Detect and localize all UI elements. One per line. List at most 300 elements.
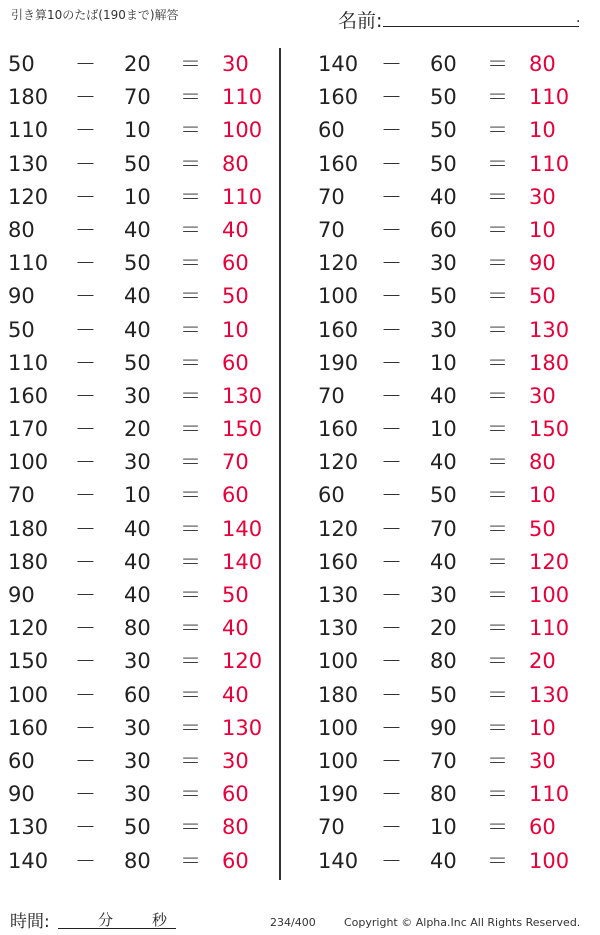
subtrahend: 60 xyxy=(124,682,151,707)
answer: 120 xyxy=(529,549,570,574)
minuend: 90 xyxy=(8,782,35,807)
copyright-text: Copyright © Alpha.Inc All Rights Reserved. xyxy=(344,916,581,929)
equals-sign: ＝ xyxy=(180,682,201,707)
subtrahend: 80 xyxy=(124,848,151,873)
subtrahend: 50 xyxy=(430,483,457,508)
equals-sign: ＝ xyxy=(180,748,201,773)
answer: 60 xyxy=(529,815,556,840)
subtrahend: 70 xyxy=(430,516,457,541)
minuend: 70 xyxy=(318,184,345,209)
minuend: 140 xyxy=(318,848,359,873)
problem-row xyxy=(281,845,600,878)
answer: 30 xyxy=(529,184,556,209)
seconds-label: 秒 xyxy=(152,911,168,929)
name-field-line[interactable] xyxy=(383,26,579,27)
answer: 60 xyxy=(222,350,249,375)
problem-row xyxy=(0,48,279,81)
problem-row xyxy=(281,280,600,313)
minus-sign: － xyxy=(75,383,96,408)
subtrahend: 50 xyxy=(430,118,457,143)
minuend: 180 xyxy=(318,682,359,707)
answer: 60 xyxy=(222,251,249,276)
problem-row xyxy=(0,546,279,579)
answer: 70 xyxy=(222,450,249,475)
name-label: 名前: xyxy=(338,10,383,32)
minuend: 140 xyxy=(318,52,359,76)
subtrahend: 40 xyxy=(430,450,457,475)
answer: 150 xyxy=(222,417,263,442)
minuend: 100 xyxy=(8,682,49,707)
minuend: 120 xyxy=(318,516,359,541)
minus-sign: － xyxy=(75,151,96,176)
minuend: 60 xyxy=(318,483,345,508)
equals-sign: ＝ xyxy=(487,217,508,242)
minus-sign: － xyxy=(75,284,96,309)
problem-row xyxy=(0,579,279,612)
subtrahend: 30 xyxy=(124,782,151,807)
answer: 140 xyxy=(222,516,263,541)
problem-row xyxy=(0,380,279,413)
subtrahend: 50 xyxy=(124,151,151,176)
subtrahend: 50 xyxy=(430,284,457,309)
minuend: 130 xyxy=(8,151,49,176)
minus-sign: － xyxy=(75,715,96,740)
answer: 130 xyxy=(222,383,263,408)
minuend: 110 xyxy=(8,118,49,143)
answer: 80 xyxy=(529,52,556,76)
problem-row xyxy=(281,778,600,811)
minuend: 160 xyxy=(318,417,359,442)
problems-right-column xyxy=(281,48,600,878)
answer: 110 xyxy=(529,151,570,176)
subtrahend: 30 xyxy=(430,583,457,607)
answer: 120 xyxy=(222,649,263,674)
problem-row xyxy=(281,114,600,147)
equals-sign: ＝ xyxy=(487,549,508,574)
problem-row xyxy=(0,214,279,247)
problem-row xyxy=(0,845,279,878)
equals-sign: ＝ xyxy=(487,383,508,408)
minus-sign: － xyxy=(381,52,402,76)
problem-row xyxy=(281,247,600,280)
minus-sign: － xyxy=(381,184,402,209)
equals-sign: ＝ xyxy=(487,483,508,508)
minuend: 50 xyxy=(8,317,35,342)
minus-sign: － xyxy=(75,417,96,442)
worksheet-title: 引き算10のたば(190まで)解答 xyxy=(11,8,179,22)
problem-row xyxy=(0,247,279,280)
equals-sign: ＝ xyxy=(180,118,201,143)
equals-sign: ＝ xyxy=(180,583,201,607)
equals-sign: ＝ xyxy=(180,383,201,408)
answer: 80 xyxy=(222,815,249,840)
minus-sign: － xyxy=(75,350,96,375)
problem-row xyxy=(281,446,600,479)
minuend: 160 xyxy=(318,549,359,574)
problem-row xyxy=(281,413,600,446)
minus-sign: － xyxy=(381,748,402,773)
equals-sign: ＝ xyxy=(487,118,508,143)
minuend: 70 xyxy=(8,483,35,508)
equals-sign: ＝ xyxy=(487,450,508,475)
minus-sign: － xyxy=(75,118,96,143)
answer: 130 xyxy=(222,715,263,740)
minus-sign: － xyxy=(381,516,402,541)
problem-row xyxy=(0,645,279,678)
subtrahend: 80 xyxy=(430,649,457,674)
problems-left-column xyxy=(0,48,279,878)
answer: 110 xyxy=(222,184,263,209)
minus-sign: － xyxy=(75,616,96,641)
subtrahend: 10 xyxy=(124,483,151,508)
minus-sign: － xyxy=(75,649,96,674)
equals-sign: ＝ xyxy=(180,516,201,541)
subtrahend: 20 xyxy=(124,52,151,76)
minus-sign: － xyxy=(381,549,402,574)
equals-sign: ＝ xyxy=(487,616,508,641)
minuend: 140 xyxy=(8,848,49,873)
equals-sign: ＝ xyxy=(487,748,508,773)
problem-row xyxy=(281,214,600,247)
problem-row xyxy=(281,612,600,645)
answer: 130 xyxy=(529,682,570,707)
problem-row xyxy=(281,48,600,81)
minuend: 50 xyxy=(8,52,35,76)
minuend: 160 xyxy=(8,715,49,740)
problem-row xyxy=(281,645,600,678)
problem-row xyxy=(281,479,600,512)
minuend: 160 xyxy=(318,317,359,342)
minuend: 90 xyxy=(8,583,35,607)
minus-sign: － xyxy=(75,782,96,807)
problem-row xyxy=(281,314,600,347)
answer: 110 xyxy=(529,616,570,641)
problem-row xyxy=(281,347,600,380)
minus-sign: － xyxy=(381,417,402,442)
answer: 40 xyxy=(222,682,249,707)
subtrahend: 10 xyxy=(124,118,151,143)
answer: 30 xyxy=(529,383,556,408)
minus-sign: － xyxy=(75,815,96,840)
equals-sign: ＝ xyxy=(180,217,201,242)
equals-sign: ＝ xyxy=(180,317,201,342)
minus-sign: － xyxy=(75,483,96,508)
answer: 60 xyxy=(222,483,249,508)
answer: 20 xyxy=(529,649,556,674)
answer: 130 xyxy=(529,317,570,342)
subtrahend: 40 xyxy=(124,317,151,342)
minuend: 90 xyxy=(8,284,35,309)
equals-sign: ＝ xyxy=(487,184,508,209)
equals-sign: ＝ xyxy=(487,284,508,309)
problem-row xyxy=(0,513,279,546)
subtrahend: 30 xyxy=(124,649,151,674)
answer: 90 xyxy=(529,251,556,276)
problem-row xyxy=(0,181,279,214)
equals-sign: ＝ xyxy=(487,848,508,873)
equals-sign: ＝ xyxy=(180,715,201,740)
answer: 30 xyxy=(529,748,556,773)
minuend: 180 xyxy=(8,516,49,541)
equals-sign: ＝ xyxy=(487,815,508,840)
minuend: 130 xyxy=(318,583,359,607)
problem-row xyxy=(281,380,600,413)
minuend: 100 xyxy=(8,450,49,475)
answer: 110 xyxy=(529,85,570,110)
answer: 150 xyxy=(529,417,570,442)
problem-row xyxy=(0,347,279,380)
problem-row xyxy=(0,811,279,844)
subtrahend: 30 xyxy=(124,715,151,740)
name-end-dot: . xyxy=(576,10,581,26)
minuend: 160 xyxy=(318,151,359,176)
answer: 60 xyxy=(222,782,249,807)
minus-sign: － xyxy=(75,450,96,475)
minus-sign: － xyxy=(381,251,402,276)
time-label: 時間: xyxy=(10,912,50,932)
subtrahend: 90 xyxy=(430,715,457,740)
subtrahend: 50 xyxy=(124,815,151,840)
minus-sign: － xyxy=(75,848,96,873)
problem-row xyxy=(281,513,600,546)
subtrahend: 60 xyxy=(430,52,457,76)
minuend: 180 xyxy=(8,549,49,574)
equals-sign: ＝ xyxy=(180,848,201,873)
minus-sign: － xyxy=(75,516,96,541)
problem-row xyxy=(0,479,279,512)
minuend: 100 xyxy=(318,649,359,674)
subtrahend: 50 xyxy=(430,85,457,110)
minuend: 110 xyxy=(8,350,49,375)
subtrahend: 40 xyxy=(124,284,151,309)
answer: 110 xyxy=(222,85,263,110)
subtrahend: 40 xyxy=(430,184,457,209)
subtrahend: 50 xyxy=(124,251,151,276)
problem-row xyxy=(281,546,600,579)
minus-sign: － xyxy=(381,583,402,607)
problem-row xyxy=(281,811,600,844)
minus-sign: － xyxy=(75,184,96,209)
equals-sign: ＝ xyxy=(180,450,201,475)
answer: 10 xyxy=(222,317,249,342)
problem-row xyxy=(0,148,279,181)
minus-sign: － xyxy=(381,782,402,807)
answer: 30 xyxy=(222,52,249,76)
minus-sign: － xyxy=(381,118,402,143)
problem-row xyxy=(0,446,279,479)
equals-sign: ＝ xyxy=(487,85,508,110)
equals-sign: ＝ xyxy=(180,649,201,674)
subtrahend: 40 xyxy=(124,549,151,574)
subtrahend: 30 xyxy=(430,251,457,276)
minuend: 70 xyxy=(318,815,345,840)
answer: 10 xyxy=(529,483,556,508)
subtrahend: 10 xyxy=(430,350,457,375)
subtrahend: 60 xyxy=(430,217,457,242)
equals-sign: ＝ xyxy=(180,350,201,375)
equals-sign: ＝ xyxy=(487,52,508,76)
subtrahend: 40 xyxy=(430,383,457,408)
minus-sign: － xyxy=(381,317,402,342)
equals-sign: ＝ xyxy=(180,815,201,840)
minus-sign: － xyxy=(381,649,402,674)
answer: 50 xyxy=(222,284,249,309)
subtrahend: 40 xyxy=(124,217,151,242)
minuend: 160 xyxy=(318,85,359,110)
equals-sign: ＝ xyxy=(487,649,508,674)
equals-sign: ＝ xyxy=(180,284,201,309)
subtrahend: 50 xyxy=(430,151,457,176)
equals-sign: ＝ xyxy=(180,417,201,442)
minus-sign: － xyxy=(381,715,402,740)
subtrahend: 80 xyxy=(124,616,151,641)
equals-sign: ＝ xyxy=(487,583,508,607)
answer: 10 xyxy=(529,118,556,143)
minus-sign: － xyxy=(381,85,402,110)
minus-sign: － xyxy=(75,682,96,707)
subtrahend: 40 xyxy=(430,848,457,873)
problem-row xyxy=(0,712,279,745)
minuend: 160 xyxy=(8,383,49,408)
answer: 110 xyxy=(529,782,570,807)
minus-sign: － xyxy=(75,583,96,607)
subtrahend: 40 xyxy=(124,516,151,541)
equals-sign: ＝ xyxy=(180,483,201,508)
subtrahend: 30 xyxy=(124,450,151,475)
answer: 30 xyxy=(222,748,249,773)
minuend: 100 xyxy=(318,284,359,309)
problem-row xyxy=(0,679,279,712)
equals-sign: ＝ xyxy=(487,715,508,740)
answer: 50 xyxy=(529,284,556,309)
minuend: 120 xyxy=(318,450,359,475)
subtrahend: 40 xyxy=(124,583,151,607)
subtrahend: 10 xyxy=(124,184,151,209)
answer: 50 xyxy=(529,516,556,541)
problem-row xyxy=(281,745,600,778)
answer: 140 xyxy=(222,549,263,574)
minus-sign: － xyxy=(75,317,96,342)
minus-sign: － xyxy=(75,85,96,110)
equals-sign: ＝ xyxy=(487,782,508,807)
subtrahend: 50 xyxy=(124,350,151,375)
problem-row xyxy=(0,413,279,446)
minus-sign: － xyxy=(75,748,96,773)
problem-row xyxy=(281,148,600,181)
minuend: 80 xyxy=(8,217,35,242)
equals-sign: ＝ xyxy=(180,616,201,641)
subtrahend: 70 xyxy=(124,85,151,110)
answer: 50 xyxy=(222,583,249,607)
subtrahend: 10 xyxy=(430,815,457,840)
minuend: 120 xyxy=(318,251,359,276)
minuend: 180 xyxy=(8,85,49,110)
subtrahend: 40 xyxy=(430,549,457,574)
minuend: 190 xyxy=(318,782,359,807)
minus-sign: － xyxy=(381,450,402,475)
minus-sign: － xyxy=(381,350,402,375)
equals-sign: ＝ xyxy=(180,184,201,209)
problem-row xyxy=(0,612,279,645)
answer: 80 xyxy=(222,151,249,176)
minus-sign: － xyxy=(381,483,402,508)
minuend: 100 xyxy=(318,715,359,740)
problem-row xyxy=(0,778,279,811)
answer: 100 xyxy=(529,848,570,873)
subtrahend: 30 xyxy=(430,317,457,342)
equals-sign: ＝ xyxy=(487,151,508,176)
answer: 10 xyxy=(529,217,556,242)
subtrahend: 80 xyxy=(430,782,457,807)
minuend: 130 xyxy=(318,616,359,641)
page-number: 234/400 xyxy=(270,916,316,929)
equals-sign: ＝ xyxy=(180,151,201,176)
minuend: 70 xyxy=(318,383,345,408)
problem-row xyxy=(0,280,279,313)
minus-sign: － xyxy=(75,52,96,76)
equals-sign: ＝ xyxy=(487,251,508,276)
equals-sign: ＝ xyxy=(487,417,508,442)
minus-sign: － xyxy=(75,549,96,574)
answer: 40 xyxy=(222,616,249,641)
minuend: 120 xyxy=(8,184,49,209)
minus-sign: － xyxy=(75,251,96,276)
subtrahend: 30 xyxy=(124,383,151,408)
answer: 100 xyxy=(529,583,570,607)
minuend: 70 xyxy=(318,217,345,242)
minus-sign: － xyxy=(381,848,402,873)
answer: 100 xyxy=(222,118,263,143)
minus-sign: － xyxy=(381,383,402,408)
problem-row xyxy=(281,81,600,114)
answer: 180 xyxy=(529,350,570,375)
equals-sign: ＝ xyxy=(180,782,201,807)
minus-sign: － xyxy=(381,616,402,641)
equals-sign: ＝ xyxy=(180,85,201,110)
equals-sign: ＝ xyxy=(487,682,508,707)
equals-sign: ＝ xyxy=(487,317,508,342)
subtrahend: 10 xyxy=(430,417,457,442)
minus-sign: － xyxy=(381,217,402,242)
subtrahend: 30 xyxy=(124,748,151,773)
minuend: 60 xyxy=(318,118,345,143)
minus-sign: － xyxy=(381,682,402,707)
minus-sign: － xyxy=(381,815,402,840)
answer: 60 xyxy=(222,848,249,873)
minutes-label: 分 xyxy=(98,911,114,929)
problem-row xyxy=(0,314,279,347)
equals-sign: ＝ xyxy=(180,251,201,276)
problem-row xyxy=(281,181,600,214)
equals-sign: ＝ xyxy=(180,549,201,574)
subtrahend: 20 xyxy=(430,616,457,641)
minuend: 190 xyxy=(318,350,359,375)
minuend: 110 xyxy=(8,251,49,276)
subtrahend: 50 xyxy=(430,682,457,707)
problem-row xyxy=(0,745,279,778)
minuend: 150 xyxy=(8,649,49,674)
subtrahend: 20 xyxy=(124,417,151,442)
equals-sign: ＝ xyxy=(487,350,508,375)
equals-sign: ＝ xyxy=(180,52,201,76)
answer: 40 xyxy=(222,217,249,242)
problem-row xyxy=(281,579,600,612)
answer: 80 xyxy=(529,450,556,475)
minuend: 170 xyxy=(8,417,49,442)
minus-sign: － xyxy=(75,217,96,242)
minus-sign: － xyxy=(381,284,402,309)
problem-row xyxy=(0,81,279,114)
